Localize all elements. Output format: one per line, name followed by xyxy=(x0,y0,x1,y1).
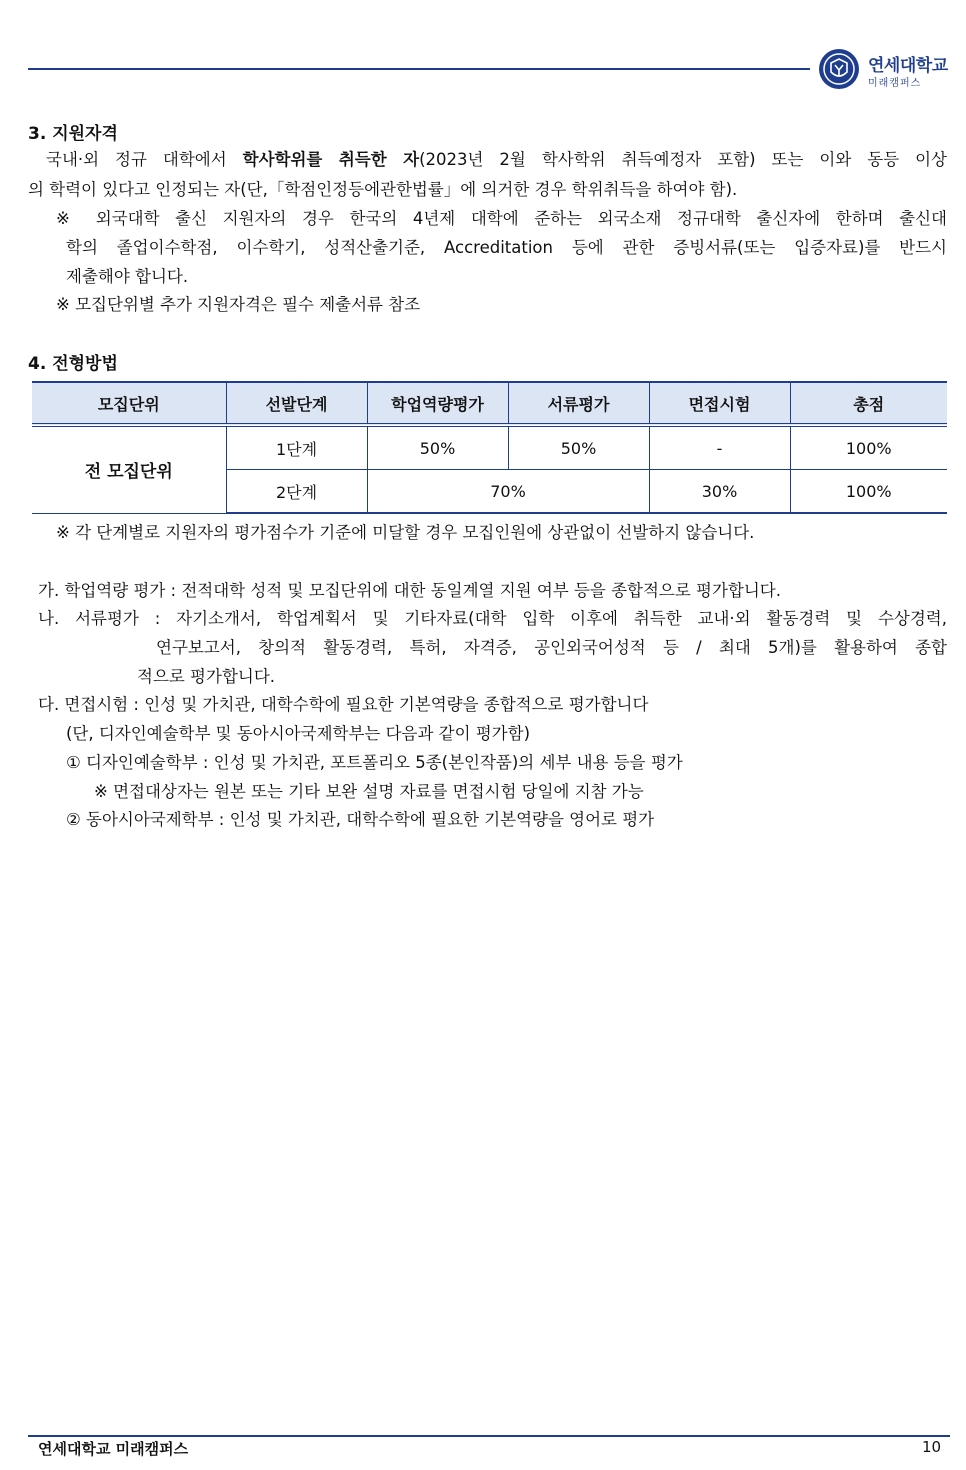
academic-document-cell: 70% xyxy=(367,470,649,514)
p1-text-b: (2023년 2월 학사학위 취득예정자 포함) 또는 이와 동등 이상 xyxy=(419,150,947,169)
footer-rule xyxy=(28,1435,950,1437)
stage-cell: 1단계 xyxy=(226,425,367,470)
total-cell: 100% xyxy=(790,425,947,470)
table-row xyxy=(32,425,947,470)
section-3-paragraph-line-2: 의 학력이 있다고 인정되는 자(단,「학점인정등에관한법률」에 의거한 경우 학위취득을 하여야 함). xyxy=(28,180,738,199)
criteria-ga: 가. 학업역량 평가 : 전적대학 성적 및 모집단위에 대한 동일계열 지원 여부 등을 종합적으로 평가합니다. xyxy=(38,581,781,600)
section-4-title: 4. 전형방법 xyxy=(28,354,118,374)
total-cell: 100% xyxy=(790,470,947,514)
unit-cell: 전 모집단위 xyxy=(32,425,226,513)
criteria-da-item-2: ② 동아시아국제학부 : 인성 및 가치관, 대학수학에 필요한 기본역량을 영어로 평가 xyxy=(66,810,655,829)
header-interview: 면접시험 xyxy=(649,382,790,425)
criteria-na-line-2: 연구보고서, 창의적 활동경력, 특허, 자격증, 공인외국어성적 등 / 최대 5개)를 활용하여 종합 xyxy=(156,638,947,657)
section-3-note-1-line-3: 제출해야 합니다. xyxy=(66,267,189,286)
p1-bold-text: 학사학위를 취득한 자 xyxy=(242,150,420,169)
footer-university: 연세대학교 미래캠퍼스 xyxy=(38,1440,189,1458)
academic-cell: 50% xyxy=(367,425,508,470)
interview-cell: - xyxy=(649,425,790,470)
section-3-title: 3. 지원자격 xyxy=(28,124,118,144)
p1-text-a: 국내·외 정규 대학에서 xyxy=(46,150,243,169)
document-cell: 50% xyxy=(508,425,649,470)
criteria-da-line-2: (단, 디자인예술학부 및 동아시아국제학부는 다음과 같이 평가함) xyxy=(66,724,531,743)
criteria-da-line-1: 다. 면접시험 : 인성 및 가치관, 대학수학에 필요한 기본역량을 종합적으로 평가합니다 xyxy=(38,695,649,714)
header-document: 서류평가 xyxy=(508,382,649,425)
section-3-paragraph-line-1 xyxy=(46,146,947,170)
logo-name: 연세대학교 xyxy=(868,56,948,76)
section-4-note: ※ 각 단계별로 지원자의 평가점수가 기준에 미달할 경우 모집인원에 상관없이 선발하지 않습니다. xyxy=(56,523,755,542)
section-3-note-2: ※ 모집단위별 추가 지원자격은 필수 제출서류 참조 xyxy=(56,295,421,314)
header-academic: 학업역량평가 xyxy=(367,382,508,425)
criteria-na-line-3: 적으로 평가합니다. xyxy=(137,667,276,686)
logo-subtitle: 미래캠퍼스 xyxy=(868,78,922,89)
criteria-da-item-1-note: ※ 면접대상자는 원본 또는 기타 보완 설명 자료를 면접시험 당일에 지참 가능 xyxy=(94,782,644,801)
header-rule xyxy=(28,68,810,70)
criteria-da-item-1: ① 디자인예술학부 : 인성 및 가치관, 포트폴리오 5종(본인작품)의 세부 내용 등을 평가 xyxy=(66,753,683,772)
selection-method-table xyxy=(32,381,947,514)
header-unit: 모집단위 xyxy=(32,382,226,425)
section-3-note-1-line-1: ※ 외국대학 출신 지원자의 경우 한국의 4년제 대학에 준하는 외국소재 정규대학 출신자에 한하며 출신대 xyxy=(56,209,947,228)
header-stage: 선발단계 xyxy=(226,382,367,425)
section-3-note-1-line-2: 학의 졸업이수학점, 이수학기, 성적산출기준, Accreditation 등에 관한 증빙서류(또는 입증자료)를 반드시 xyxy=(66,238,947,257)
page-number: 10 xyxy=(922,1438,942,1456)
table-header-row xyxy=(32,382,947,425)
header-total: 총점 xyxy=(790,382,947,425)
university-logo xyxy=(818,48,948,92)
stage-cell: 2단계 xyxy=(226,470,367,514)
criteria-na-line-1: 나. 서류평가 : 자기소개서, 학업계획서 및 기타자료(대학 입학 이후에 취득한 교내·외 활동경력 및 수상경력, xyxy=(38,609,947,628)
university-seal-icon xyxy=(818,48,860,90)
interview-cell: 30% xyxy=(649,470,790,514)
